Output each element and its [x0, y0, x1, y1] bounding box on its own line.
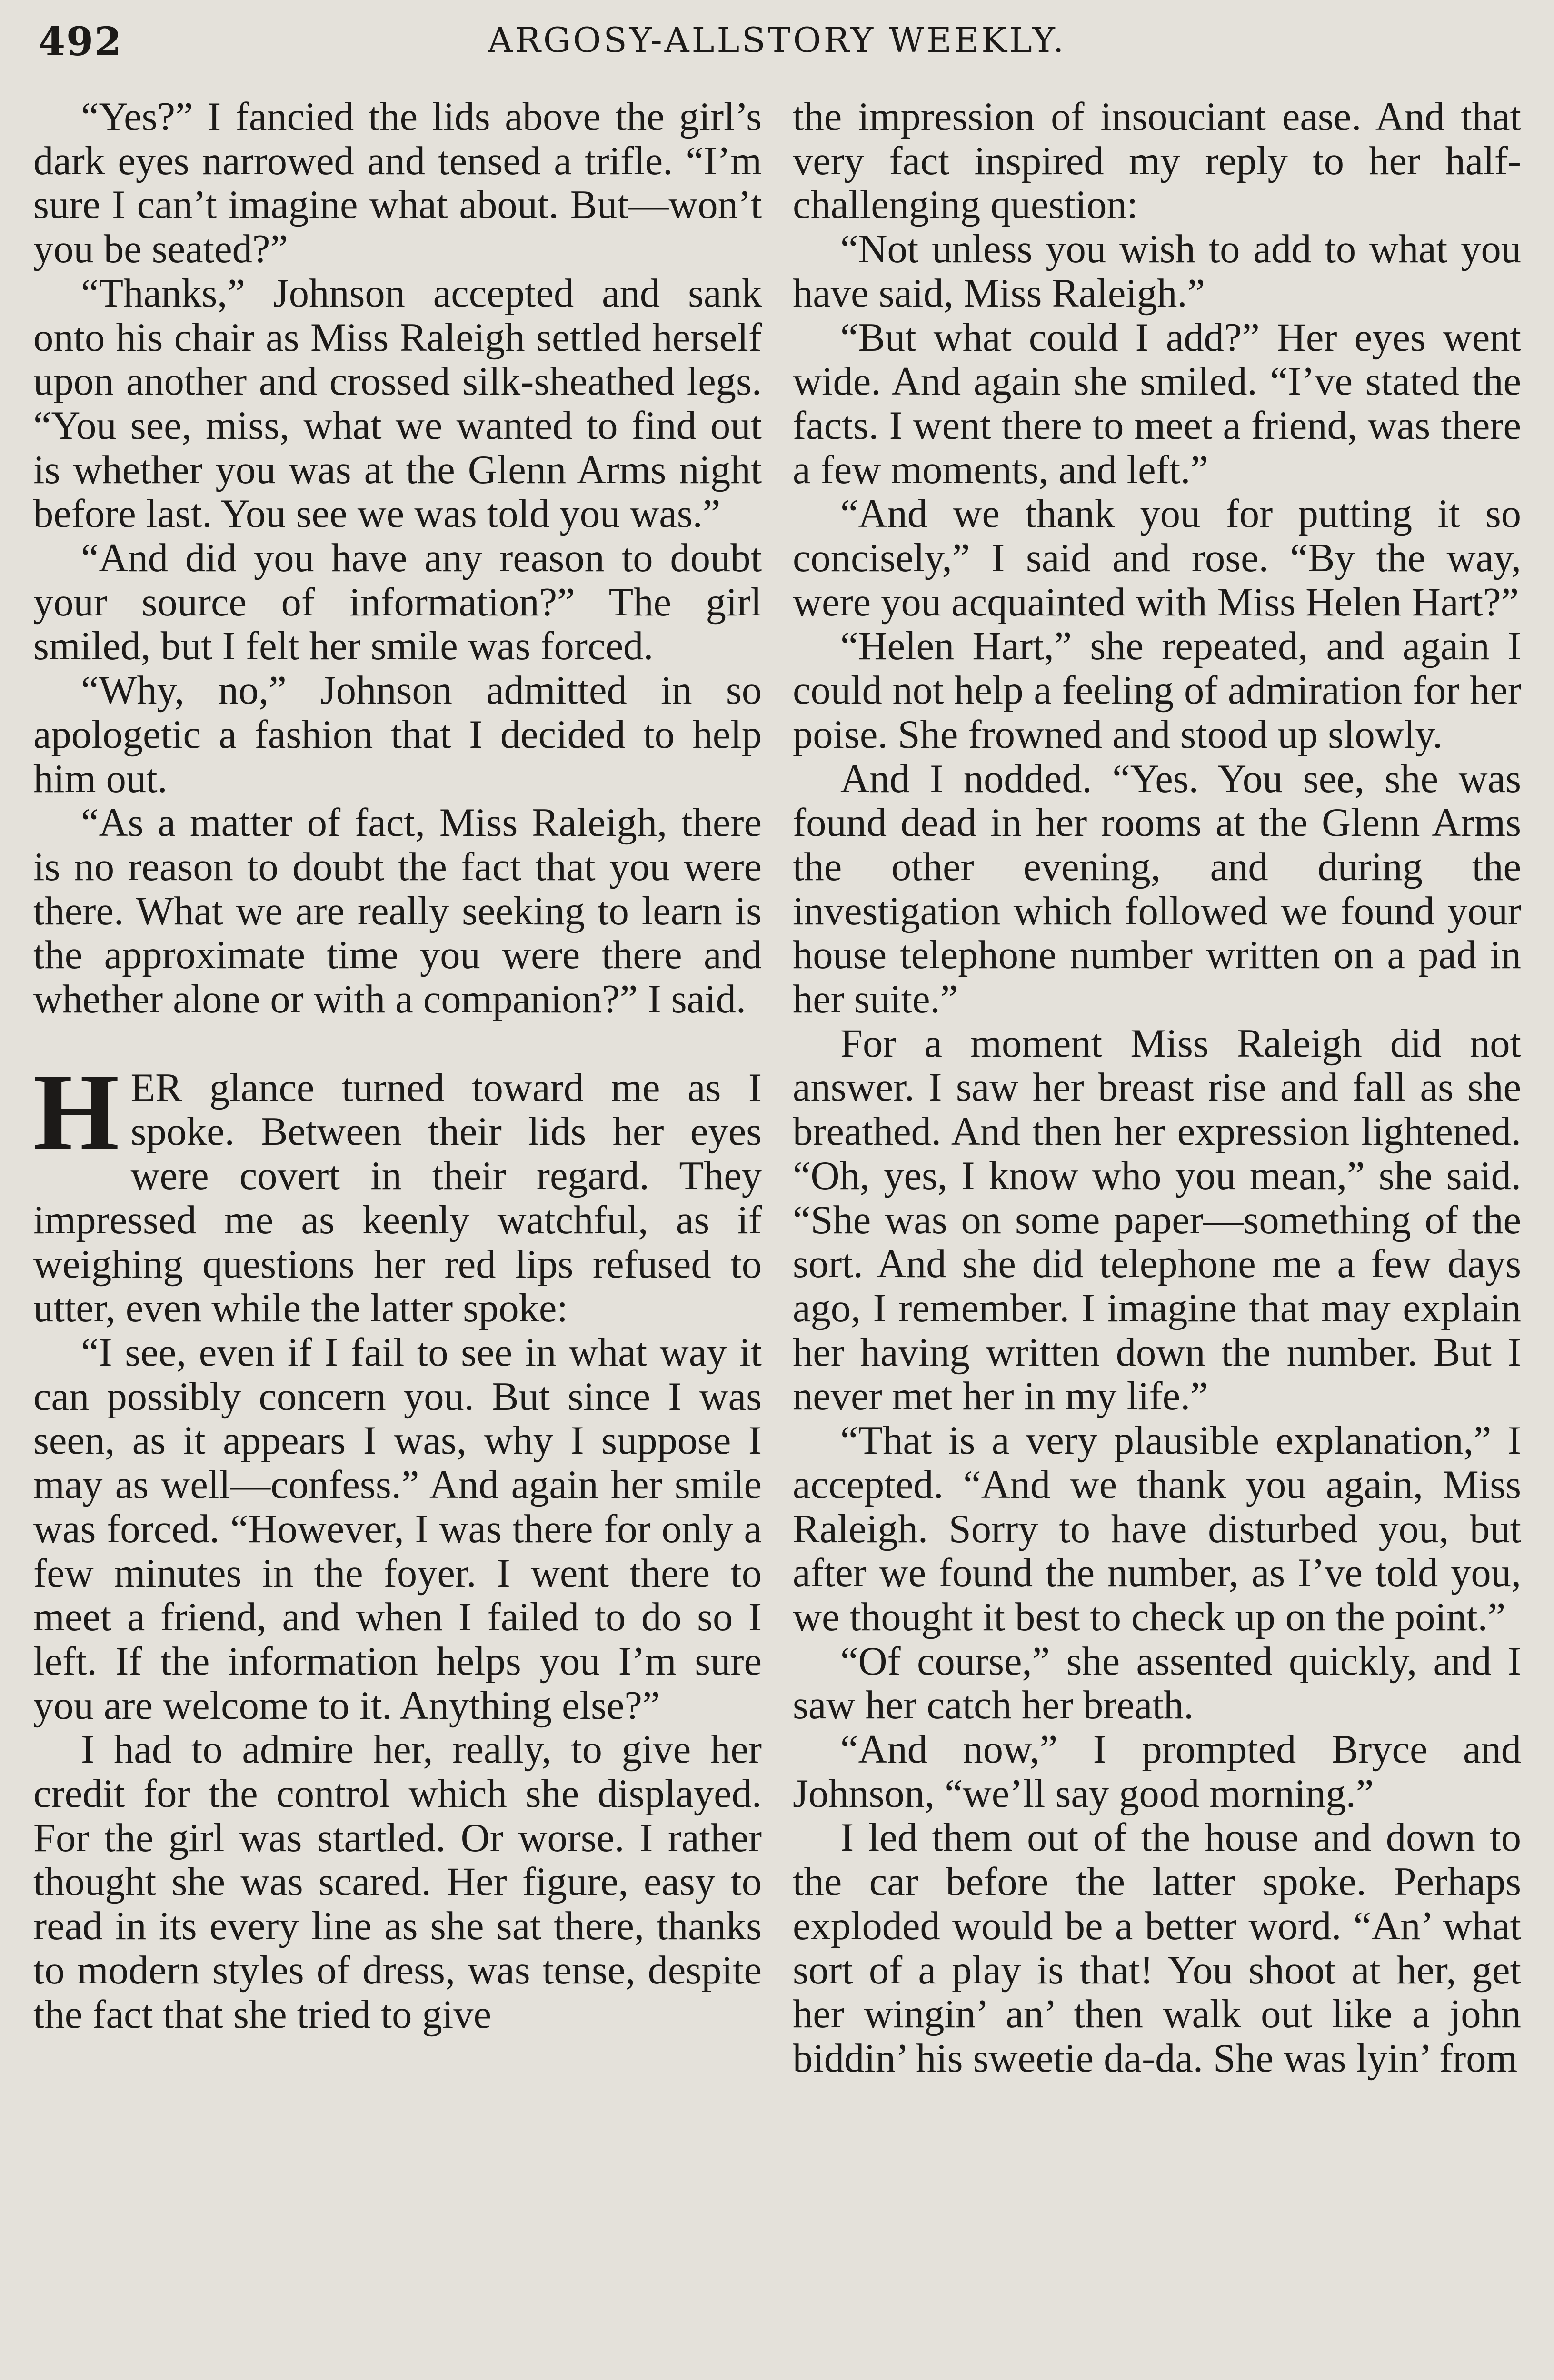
- page-number: 492: [38, 19, 123, 65]
- left-column: [33, 95, 762, 2037]
- paragraph: “Yes?” I fancied the lids above the girl’s dark eyes narrowed and tensed a trifle. “I’m sure I can’t imagine what about. But—won’t you be seated?”: [33, 95, 762, 272]
- section-paragraph: [33, 1051, 762, 1331]
- page-header: [29, 14, 1525, 67]
- paragraph: For a moment Miss Raleigh did not answer. I saw her breast rise and fall as she breathed. And then her expression lightened. “Oh, yes, I know who you mean,” she said. “She was on some paper—something of the sort. And she did telephone me a few days ago, I remember. I imagine that may explain her having written down the number. But I never met her in my life.”: [793, 1021, 1521, 1419]
- paragraph: “As a matter of fact, Miss Raleigh, there is no reason to doubt the fact that you were there. What we are really seeking to learn is the approximate time you were there and whether alone or with a companion?” I said.: [33, 801, 762, 1022]
- paragraph: “And now,” I prompted Bryce and Johnson, “we’ll say good morning.”: [793, 1727, 1521, 1816]
- section-paragraph-text: ER glance turned toward me as I spoke. Between their lids her eyes were covert in their regard. They impressed me as keenly watchful, as if weighing questions her red lips refused to utter, even while the latter spoke:: [33, 1065, 762, 1331]
- right-column: [793, 95, 1521, 2081]
- paragraph: “Of course,” she assented quickly, and I saw her catch her breath.: [793, 1639, 1521, 1728]
- paragraph: “Not unless you wish to add to what you have said, Miss Raleigh.”: [793, 227, 1521, 316]
- drop-cap: H: [33, 1051, 120, 1173]
- paragraph: “But what could I add?” Her eyes went wide. And again she smiled. “I’ve stated the facts. I went there to meet a friend, was there a few moments, and left.”: [793, 315, 1521, 492]
- running-title: ARGOSY-ALLSTORY WEEKLY.: [488, 20, 1066, 60]
- continued-paragraph: the impression of insouciant ease. And that very fact inspired my reply to her half-challenging question:: [793, 95, 1521, 228]
- paragraph: “Why, no,” Johnson admitted in so apologetic a fashion that I decided to help him out.: [33, 668, 762, 801]
- paragraph: And I nodded. “Yes. You see, she was found dead in her rooms at the Glenn Arms the other evening, and during the investigation which followed we found your house telephone number written on a pad in her suite.”: [793, 756, 1521, 1022]
- paragraph: “I see, even if I fail to see in what way it can possibly concern you. But since I was seen, as it appears I was, why I suppose I may as well—confess.” And again her smile was forced. “However, I was there for only a few minutes in the foyer. I went there to meet a friend, and when I failed to do so I left. If the information helps you I’m sure you are welcome to it. Anything else?”: [33, 1330, 762, 1728]
- paragraph: “And did you have any reason to doubt your source of information?” The girl smiled, but I felt her smile was forced.: [33, 536, 762, 669]
- paragraph: I led them out of the house and down to the car before the latter spoke. Perhaps exploded would be a better word. “An’ what sort of a play is that! You shoot at her, get her wingin’ an’ then walk out like a john biddin’ his sweetie da-da. She was lyin’ from: [793, 1815, 1521, 2081]
- paragraph: I had to admire her, really, to give her credit for the control which she displayed. For the girl was startled. Or worse. I rather thought she was scared. Her figure, easy to read in its every line as she sat there, thanks to modern styles of dress, was tense, despite the fact that she tried to give: [33, 1727, 762, 2037]
- paragraph: “Thanks,” Johnson accepted and sank onto his chair as Miss Raleigh settled herself upon another and crossed silk-sheathed legs. “You see, miss, what we wanted to find out is whether you was at the Glenn Arms night before last. You see we was told you was.”: [33, 271, 762, 536]
- paragraph: “Helen Hart,” she repeated, and again I could not help a feeling of admiration for her poise. She frowned and stood up slowly.: [793, 624, 1521, 757]
- paragraph: “That is a very plausible explanation,” I accepted. “And we thank you again, Miss Raleigh. Sorry to have disturbed you, but after we found the number, as I’ve told you, we thought it best to check up on the point.”: [793, 1418, 1521, 1639]
- paragraph: “And we thank you for putting it so concisely,” I said and rose. “By the way, were you acquainted with Miss Helen Hart?”: [793, 492, 1521, 625]
